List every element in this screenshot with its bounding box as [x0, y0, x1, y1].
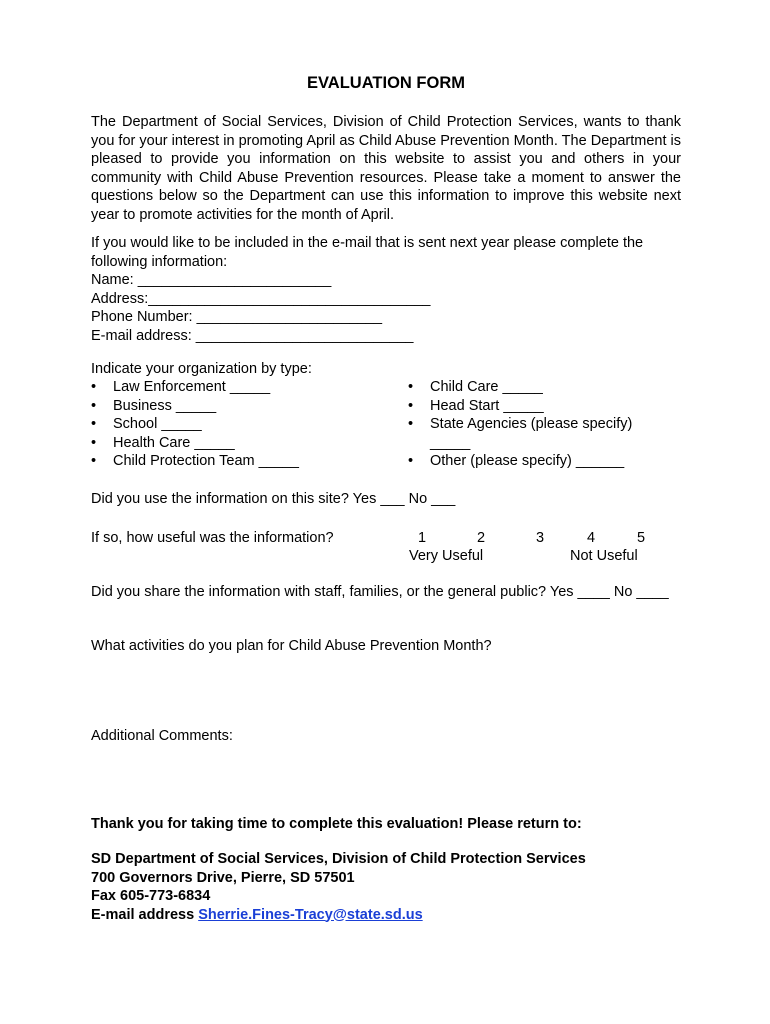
org-option-business[interactable]: • Business _____: [91, 397, 217, 414]
org-option-school[interactable]: • School _____: [91, 416, 202, 432]
return-email-line: [91, 906, 586, 925]
return-email-link[interactable]: Sherrie.Fines-Tracy@state.sd.us: [198, 906, 423, 923]
email-request-section: [91, 234, 643, 345]
name-field[interactable]: Name: ________________________: [91, 272, 332, 288]
bullet-icon: •: [91, 416, 97, 432]
bullet-icon: •: [408, 397, 414, 414]
org-option-child-protection-team[interactable]: • Child Protection Team _____: [91, 453, 299, 469]
state-agencies-blank[interactable]: _____: [430, 434, 471, 451]
bullet-icon: •: [91, 397, 97, 414]
scale-option-3[interactable]: 3: [535, 530, 545, 546]
org-type-prompt: Indicate your organization by type:: [91, 361, 312, 377]
scale-option-4[interactable]: 4: [586, 530, 596, 546]
address-field[interactable]: Address:___________________________________: [91, 290, 431, 307]
return-email-label: E-mail address: [91, 906, 199, 923]
page-title: EVALUATION FORM: [307, 74, 465, 92]
org-option-child-care[interactable]: • Child Care _____: [408, 379, 543, 395]
scale-high-label: Not Useful: [570, 548, 638, 564]
org-option-head-start[interactable]: • Head Start _____: [408, 397, 544, 414]
return-org: SD Department of Social Services, Division of Child Protection Services: [91, 851, 586, 867]
question-use-info[interactable]: Did you use the information on this site? Yes ___ No ___: [91, 491, 456, 507]
question-share-info[interactable]: Did you share the information with staff, families, or the general public? Yes ____ No ____: [91, 584, 669, 600]
scale-option-2[interactable]: 2: [476, 530, 486, 546]
org-option-state-agencies[interactable]: • State Agencies (please specify): [408, 416, 633, 432]
return-fax: Fax 605-773-6834: [91, 888, 211, 904]
org-option-health-care[interactable]: • Health Care _____: [91, 434, 235, 451]
email-field[interactable]: E-mail address: ___________________________: [91, 327, 414, 344]
bullet-icon: •: [408, 416, 414, 432]
bullet-icon: •: [408, 379, 414, 395]
intro-paragraph: [91, 113, 681, 224]
email-request-line2: following information:: [91, 253, 228, 270]
bullet-icon: •: [91, 379, 97, 395]
org-option-law-enforcement[interactable]: • Law Enforcement _____: [91, 379, 271, 395]
bullet-icon: •: [91, 434, 97, 451]
scale-option-1[interactable]: 1: [417, 530, 427, 546]
intro-text: The Department of Social Services, Division of Child Protection Services, wants to thank you for your interest in promoting April as Child Abuse Prevention Month. The Department is pleased to provide you information on this website to assist you and others in your community with Child Abuse Prevention resources. Please take a moment to answer the questions below so the Department can use this information to improve this website next year to promote activities for the month of April.: [91, 114, 681, 223]
scale-low-label: Very Useful: [409, 548, 484, 564]
return-address: [91, 850, 586, 924]
additional-comments-label: Additional Comments:: [91, 728, 233, 744]
question-activities: What activities do you plan for Child Abuse Prevention Month?: [91, 638, 492, 654]
email-request-line1: If you would like to be included in the e-mail that is sent next year please complete the: [91, 235, 644, 251]
phone-field[interactable]: Phone Number: _______________________: [91, 309, 383, 325]
return-street: 700 Governors Drive, Pierre, SD 57501: [91, 869, 355, 886]
bullet-icon: •: [408, 453, 414, 469]
org-option-other[interactable]: • Other (please specify) ______: [408, 453, 625, 469]
thanks-message: Thank you for taking time to complete this evaluation! Please return to:: [91, 816, 582, 832]
question-how-useful: If so, how useful was the information?: [91, 530, 334, 546]
bullet-icon: •: [91, 453, 97, 469]
org-type-list-right: [408, 378, 632, 471]
scale-option-5[interactable]: 5: [636, 530, 646, 546]
org-type-list-left: [91, 378, 299, 471]
